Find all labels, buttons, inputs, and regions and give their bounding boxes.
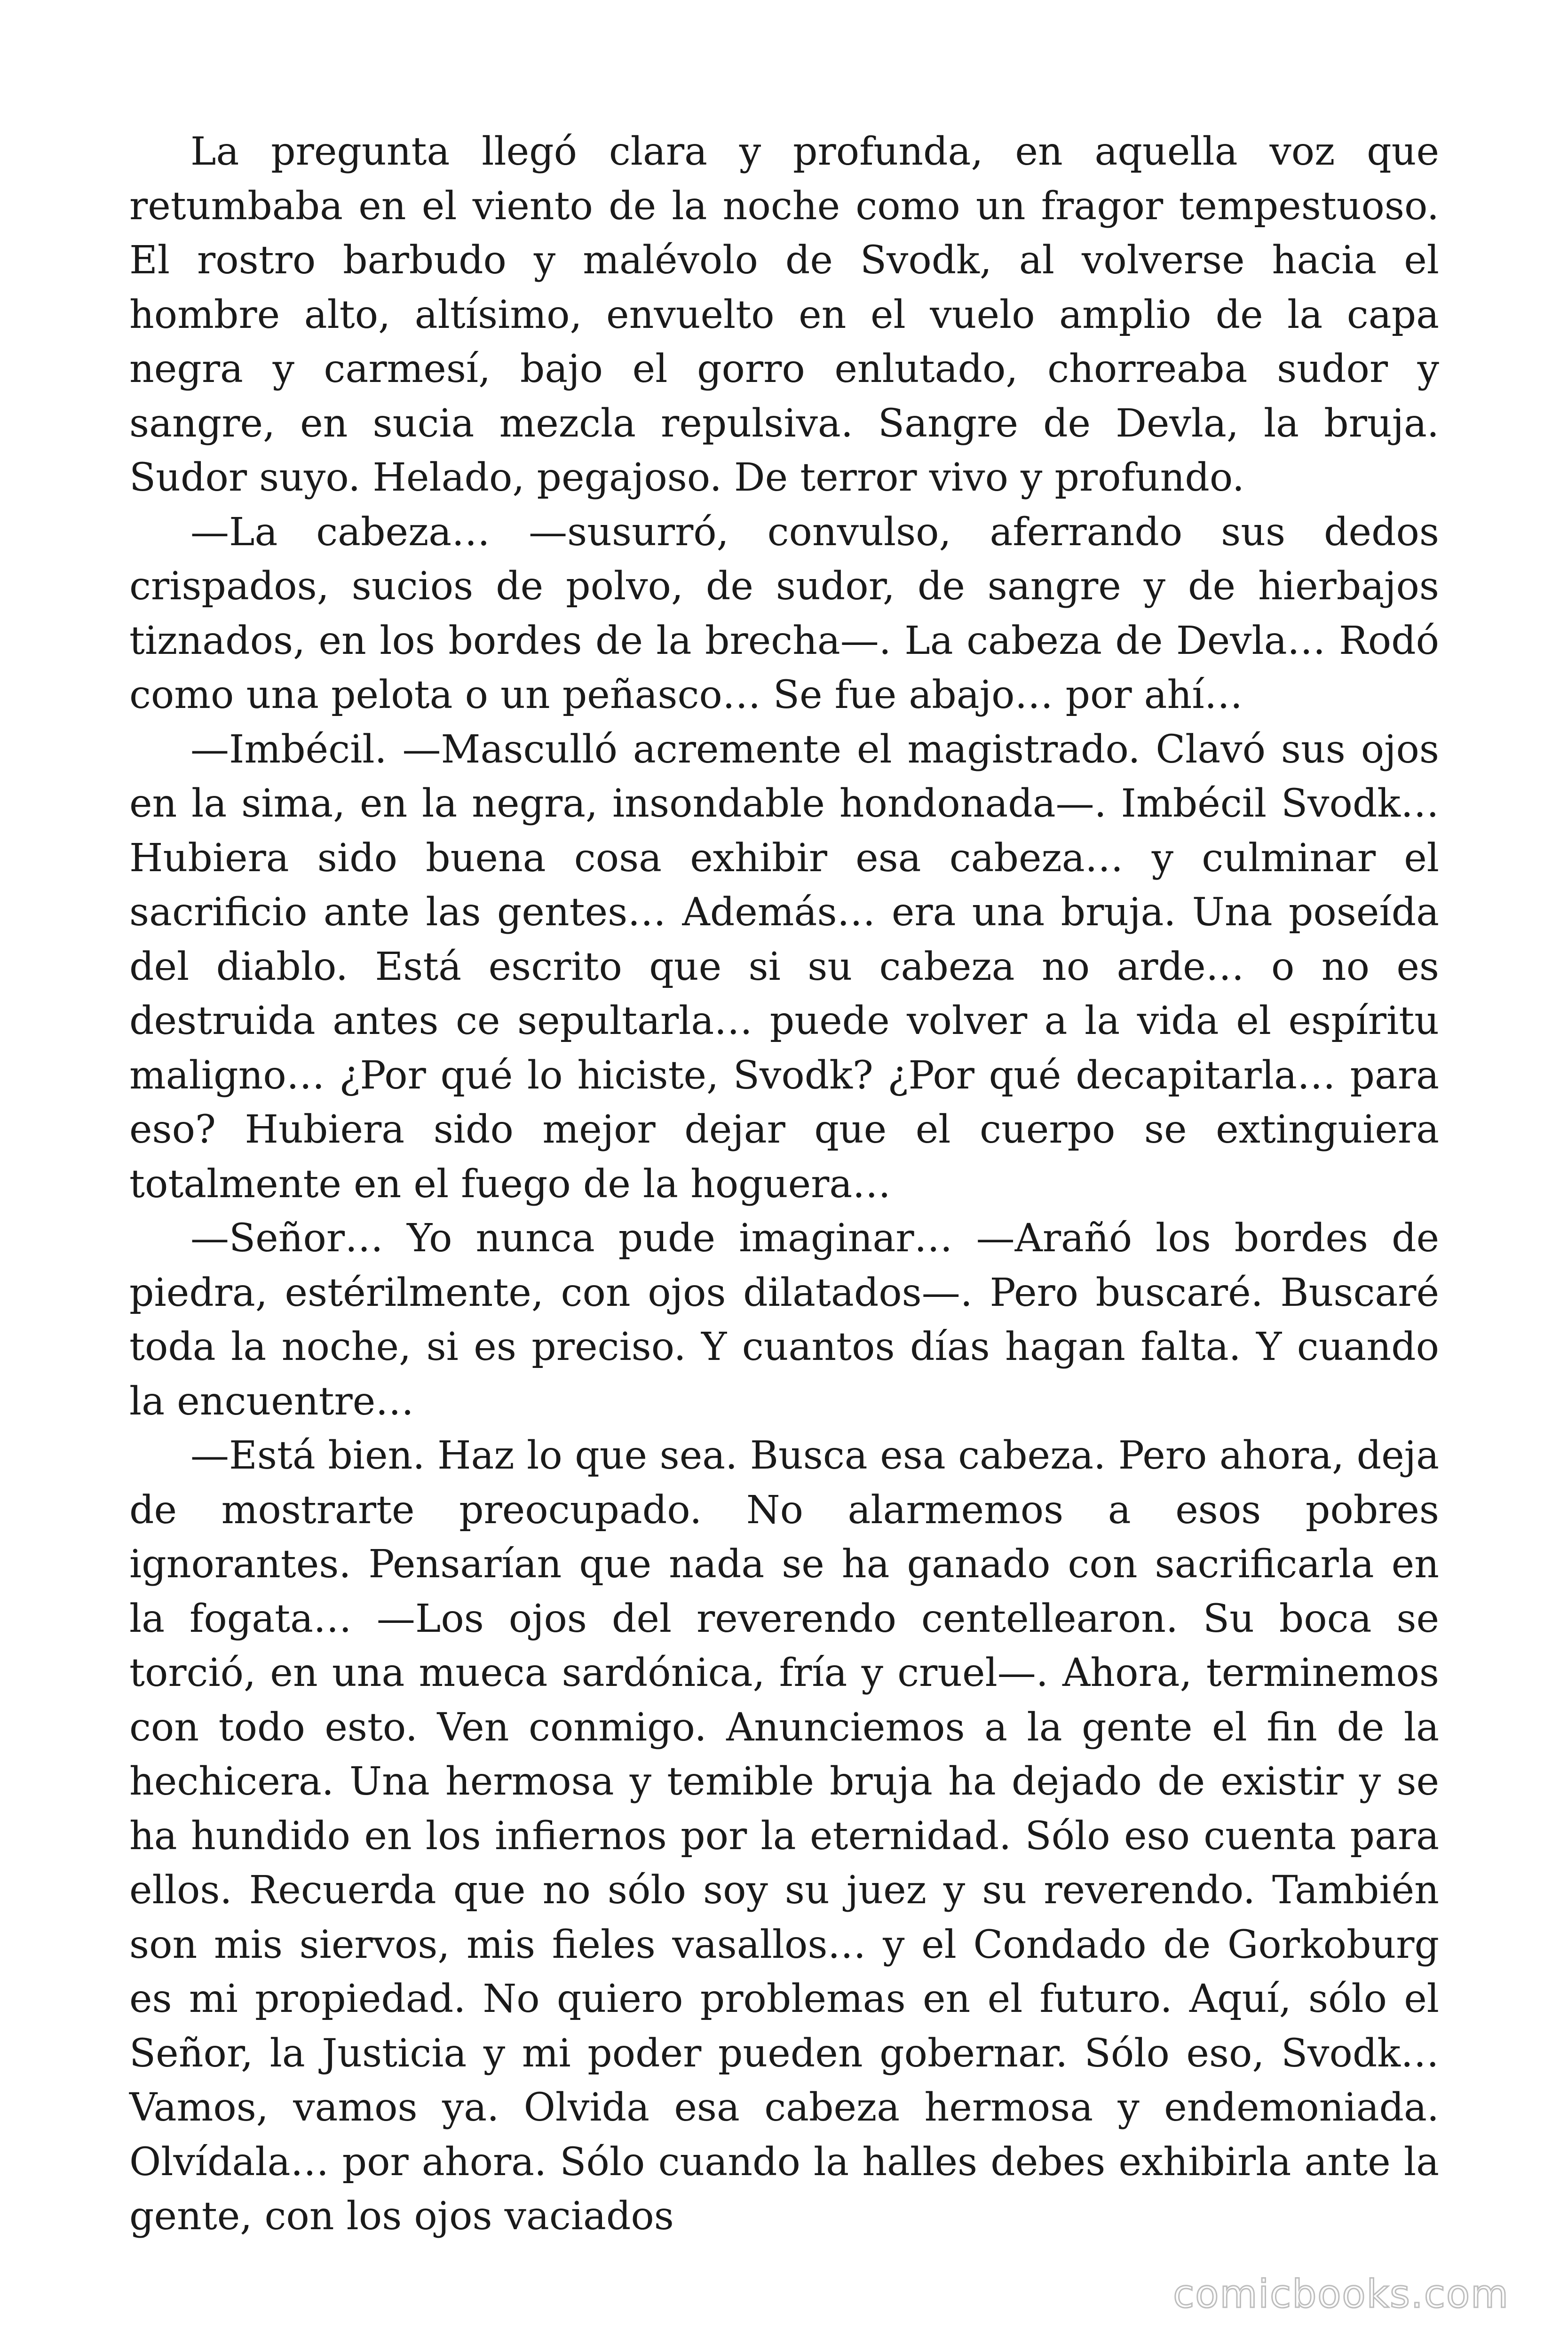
paragraph-2: —La cabeza… —susurró, convulso, aferrando sus dedos crispados, sucios de polvo, de sudor, de sangre y de hierbajos tiznados, en los bordes de la brecha—. La cabeza de Devla… Rodó como una pelota o un peñasco… Se fue abajo… por ahí… (129, 509, 1439, 717)
watermark: comicbooks.com (1173, 2272, 1509, 2317)
paragraph-3: —Imbécil. —Masculló acremente el magistrado. Clavó sus ojos en la sima, en la negra, insondable hondonada—. Imbécil Svodk… Hubiera sido buena cosa exhibir esa cabeza… y culminar el sacrificio ante las gentes… Además… era una bruja. Una poseída del diablo. Está escrito que si su cabeza no arde… o no es destruida antes ce sepultarla… puede volver a la vida el espíritu maligno… ¿Por qué lo hiciste, Svodk? ¿Por qué decapitarla… para eso? Hubiera sido mejor dejar que el cuerpo se extinguiera totalmente en el fuego de la hoguera… (129, 727, 1439, 1207)
paragraph-5: —Está bien. Haz lo que sea. Busca esa cabeza. Pero ahora, deja de mostrarte preocupado. No alarmemos a esos pobres ignorantes. Pensarían que nada se ha ganado con sacrificarla en la fogata… —Los ojos del reverendo centellearon. Su boca se torció, en una mueca sardónica, fría y cruel—. Ahora, terminemos con todo esto. Ven conmigo. Anunciemos a la gente el fin de la hechicera. Una hermosa y temible bruja ha dejado de existir y se ha hundido en los infiernos por la eternidad. Sólo eso cuenta para ellos. Recuerda que no sólo soy su juez y su reverendo. También son mis siervos, mis fieles vasallos… y el Condado de Gorkoburg es mi propiedad. No quiero problemas en el futuro. Aquí, sólo el Señor, la Justicia y mi poder pueden gobernar. Sólo eso, Svodk… Vamos, vamos ya. Olvida esa cabeza hermosa y endemoniada. Olvídala… por ahora. Sólo cuando la halles debes exhibirla ante la gente, con los ojos vaciados (129, 1433, 1439, 2239)
paragraph-1: La pregunta llegó clara y profunda, en aquella voz que retumbaba en el viento de la noche como un fragor tempestuoso. El rostro barbudo y malévolo de Svodk, al volverse hacia el hombre alto, altísimo, envuelto en el vuelo amplio de la capa negra y carmesí, bajo el gorro enlutado, chorreaba sudor y sangre, en sucia mezcla repulsiva. Sangre de Devla, la bruja. Sudor suyo. Helado, pegajoso. De terror vivo y profundo. (129, 129, 1439, 500)
paragraph-4: —Señor… Yo nunca pude imaginar… —Arañó los bordes de piedra, estérilmente, con ojos dilatados—. Pero buscaré. Buscaré toda la noche, si es preciso. Y cuantos días hagan falta. Y cuando la encuentre… (129, 1216, 1439, 1424)
body-text (129, 125, 1439, 2244)
